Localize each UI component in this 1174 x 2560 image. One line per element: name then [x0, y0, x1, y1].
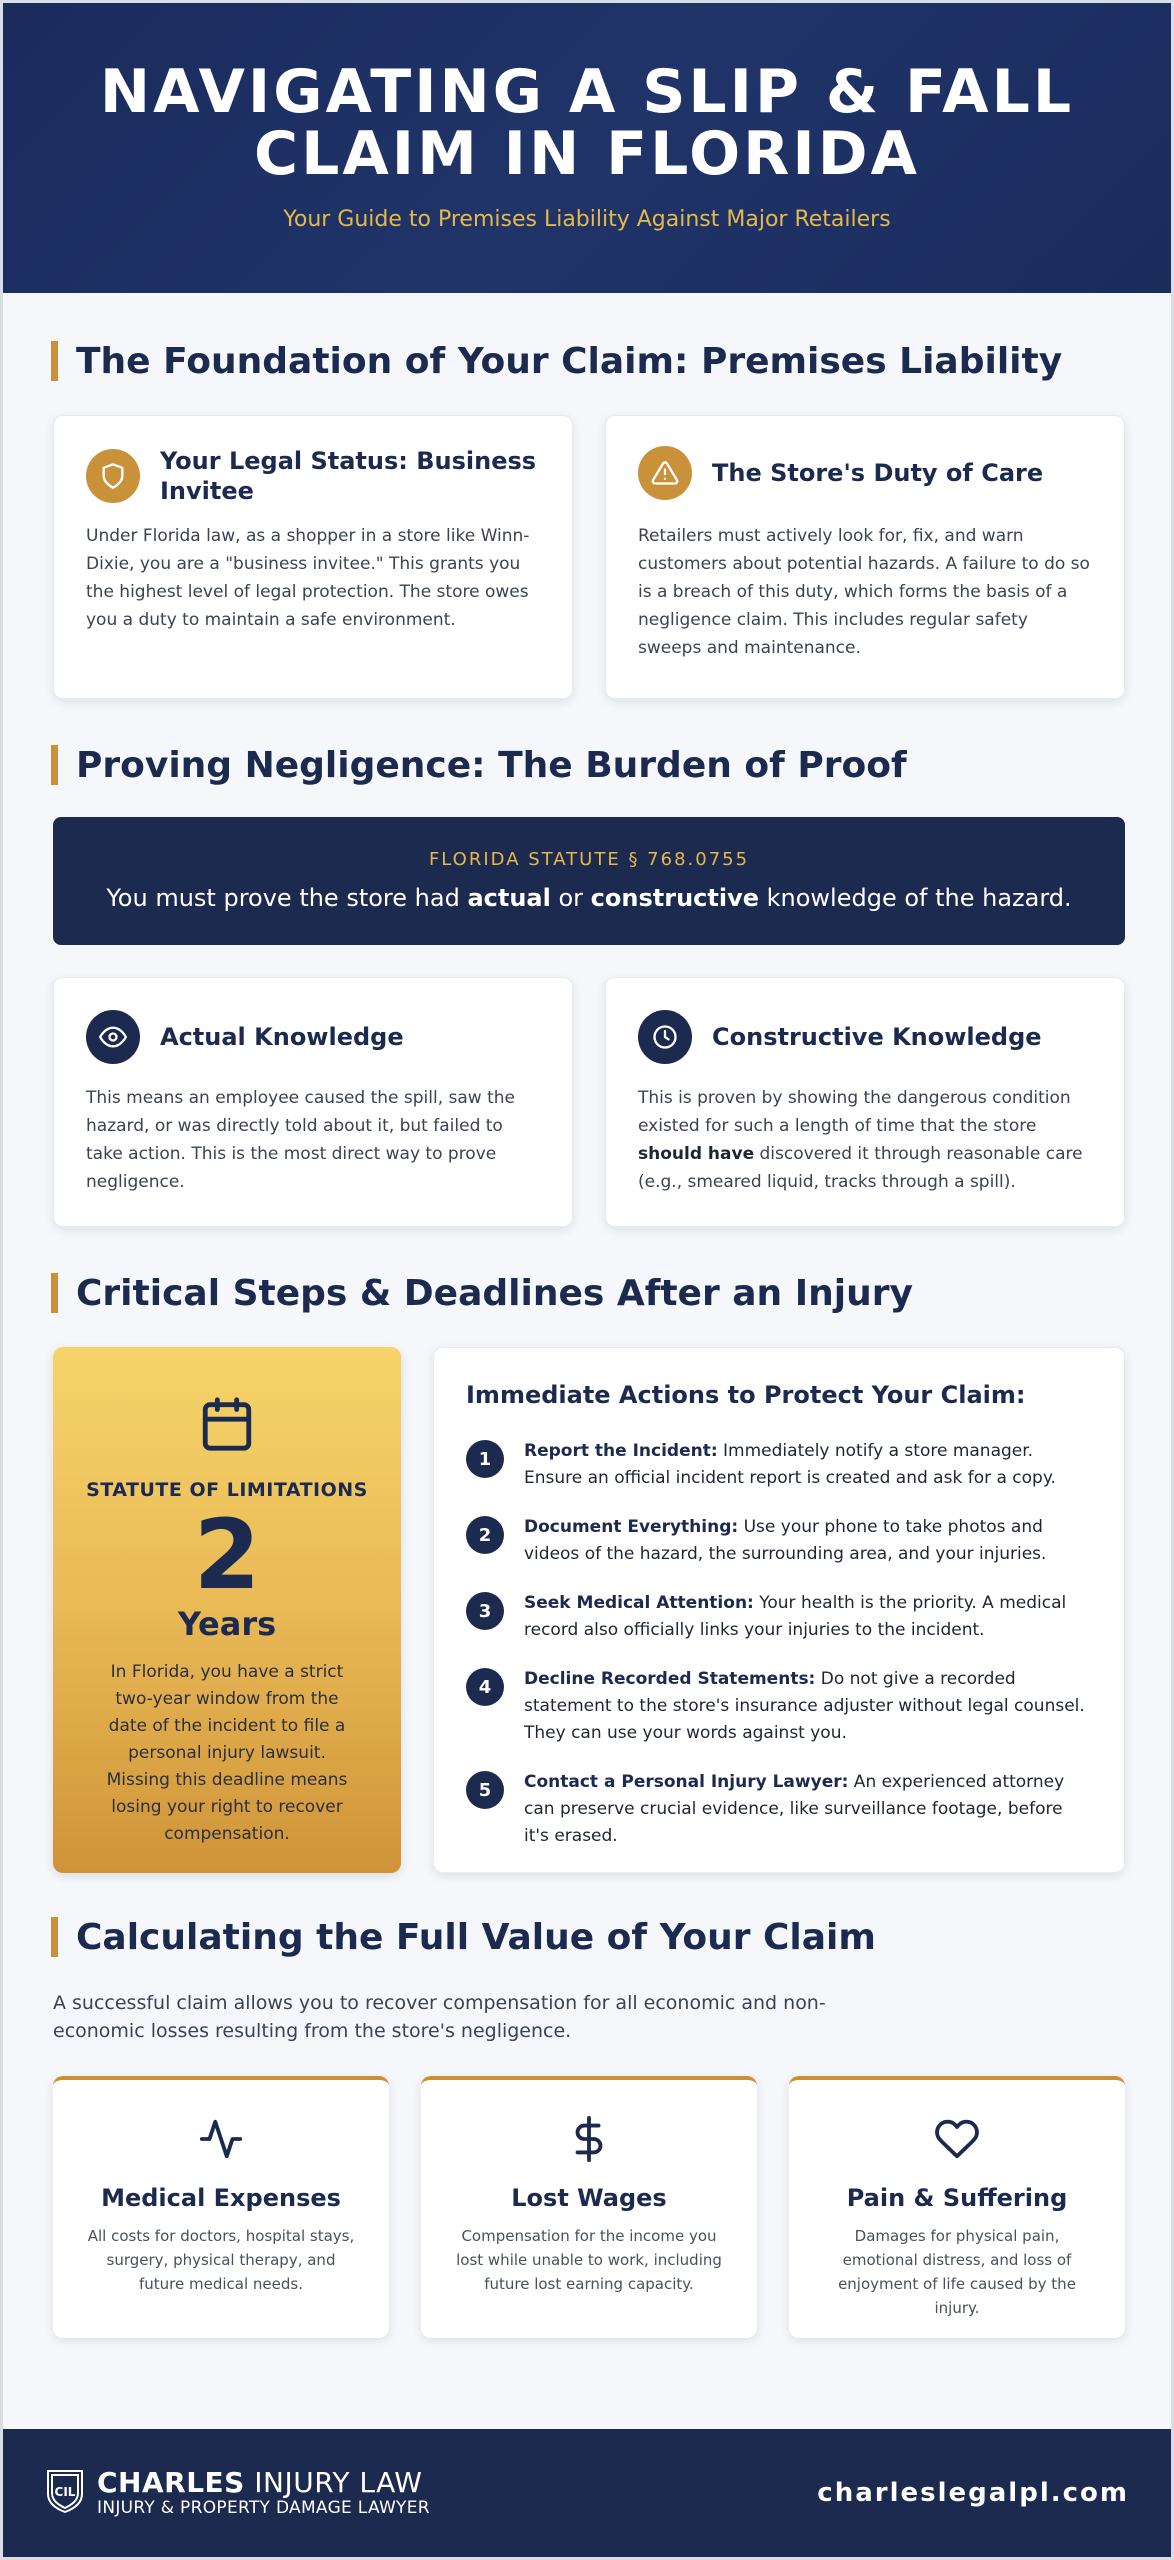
brand-name-rest: INJURY LAW	[244, 2466, 423, 2499]
card-header	[86, 1010, 540, 1064]
section-heading-critical-steps	[51, 1273, 913, 1313]
logo-letters: CIL	[54, 2485, 76, 2499]
clock-icon	[638, 1010, 692, 1064]
step-number-badge: 1	[466, 1440, 504, 1478]
card-body	[638, 1084, 1092, 1196]
statute-text-bold: actual	[467, 884, 551, 912]
sol-number: 2	[193, 1499, 261, 1611]
card-header	[638, 446, 1092, 500]
action-description: Do not give a recorded statement to the store's insurance adjuster without legal counsel. They can use your words against you.	[524, 1669, 1085, 1743]
website-link[interactable]: charleslegalpl.com	[817, 2478, 1129, 2508]
statute-banner	[53, 817, 1125, 945]
action-item	[466, 1666, 1092, 1747]
statute-label: FLORIDA STATUTE § 768.0755	[428, 849, 750, 870]
card-body: Under Florida law, as a shopper in a store like Winn-Dixie, you are a "business invitee." This grants you the highest level of legal protection. The store owes you a duty to maintain a safe environment.	[86, 526, 530, 630]
card-body: Retailers must actively look for, fix, and warn customers about potential hazards. A failure to do so is a breach of this duty, which forms the basis of a negligence claim. This includes regular safety sweeps and maintenance.	[638, 526, 1090, 658]
section-heading-premises-liability	[51, 341, 1062, 381]
card-title: Actual Knowledge	[160, 1023, 404, 1051]
card-body: This means an employee caused the spill, saw the hazard, or was directly told about it, but failed to take action. This is the most direct way to prove negligence.	[86, 1088, 515, 1192]
card-header	[86, 446, 540, 506]
brand-name	[97, 2468, 430, 2498]
section-heading-claim-value	[51, 1917, 876, 1957]
card-title: Pain & Suffering	[846, 2184, 1068, 2212]
brand-name-bold: CHARLES	[97, 2466, 245, 2499]
card-constructive-knowledge	[605, 977, 1125, 1227]
page-subtitle: Your Guide to Premises Liability Against Major Retailers	[283, 207, 891, 232]
statute-text-part: You must prove the store had	[106, 884, 468, 912]
statute-text-bold: constructive	[590, 884, 759, 912]
heading-accent-bar	[51, 1273, 58, 1313]
heading-accent-bar	[51, 341, 58, 381]
sol-unit: Years	[177, 1605, 277, 1643]
card-title: The Store's Duty of Care	[712, 459, 1044, 487]
card-business-invitee	[53, 415, 573, 699]
action-text	[524, 1514, 1092, 1568]
action-description: Use your phone to take photos and videos of the hazard, the surrounding area, and your injuries.	[524, 1517, 1047, 1564]
action-heading: Decline Recorded Statements:	[524, 1669, 816, 1689]
sol-label: STATUTE OF LIMITATIONS	[86, 1479, 368, 1501]
step-number-badge: 5	[466, 1771, 504, 1809]
action-item	[466, 1438, 1092, 1492]
action-heading: Contact a Personal Injury Lawyer:	[524, 1772, 849, 1792]
action-text	[524, 1590, 1092, 1644]
brand-logo	[45, 2468, 430, 2518]
action-text	[524, 1438, 1092, 1492]
statute-text	[53, 884, 1125, 912]
section-title: Proving Negligence: The Burden of Proof	[76, 744, 907, 786]
sol-description: In Florida, you have a strict two-year window from the date of the incident to file a personal injury lawsuit. Missing this deadline means losing your right to recover compensation.	[106, 1662, 348, 1844]
action-item	[466, 1590, 1092, 1644]
statute-text-part: or	[550, 884, 591, 912]
card-duty-of-care	[605, 415, 1125, 699]
card-title: Your Legal Status: Business Invitee	[160, 447, 537, 505]
section-title: The Foundation of Your Claim: Premises Liability	[76, 340, 1063, 382]
activity-icon	[53, 2116, 389, 2166]
step-number-badge: 4	[466, 1668, 504, 1706]
dollar-icon	[421, 2116, 757, 2166]
actions-title: Immediate Actions to Protect Your Claim:	[466, 1381, 1026, 1409]
action-list	[466, 1438, 1092, 1850]
card-pain-suffering	[789, 2076, 1125, 2338]
heart-icon	[789, 2116, 1125, 2166]
card-body-part: This is proven by showing the dangerous condition existed for such a length of time that the store	[638, 1088, 1071, 1136]
action-description: Your health is the priority. A medical record also officially links your injuries to the incident.	[524, 1593, 1067, 1640]
action-heading: Report the Incident:	[524, 1441, 718, 1461]
statute-text-part: knowledge of the hazard.	[759, 884, 1072, 912]
action-item	[466, 1514, 1092, 1568]
action-heading: Seek Medical Attention:	[524, 1593, 754, 1613]
card-medical-expenses	[53, 2076, 389, 2338]
card-body: Damages for physical pain, emotional distress, and loss of enjoyment of life caused by the injury.	[838, 2227, 1076, 2317]
card-body-part: discovered it through reasonable care (e.g., smeared liquid, tracks through a spill).	[638, 1144, 1083, 1192]
claim-value-intro: A successful claim allows you to recover compensation for all economic and non-economic losses resulting from the store's negligence.	[53, 1992, 826, 2042]
card-actual-knowledge	[53, 977, 573, 1227]
eye-icon	[86, 1010, 140, 1064]
statute-of-limitations-card	[53, 1347, 401, 1873]
action-description: An experienced attorney can preserve crucial evidence, like surveillance footage, before it's erased.	[524, 1772, 1065, 1846]
card-body-bold: should have	[638, 1144, 755, 1164]
hero-banner	[3, 3, 1171, 293]
card-header	[638, 1010, 1092, 1064]
card-lost-wages	[421, 2076, 757, 2338]
section-title: Calculating the Full Value of Your Claim	[76, 1916, 876, 1958]
card-body: Compensation for the income you lost while unable to work, including future lost earning capacity.	[456, 2227, 722, 2293]
brand-text	[97, 2468, 430, 2518]
action-text	[524, 1769, 1092, 1850]
action-heading: Document Everything:	[524, 1517, 739, 1537]
card-title: Constructive Knowledge	[712, 1023, 1042, 1051]
step-number-badge: 3	[466, 1592, 504, 1630]
warning-icon	[638, 446, 692, 500]
heading-accent-bar	[51, 745, 58, 785]
section-title: Critical Steps & Deadlines After an Injury	[76, 1272, 913, 1314]
step-number-badge: 2	[466, 1516, 504, 1554]
card-title: Lost Wages	[511, 2184, 667, 2212]
calendar-icon	[53, 1395, 401, 1457]
card-body: All costs for doctors, hospital stays, surgery, physical therapy, and future medical needs.	[87, 2227, 355, 2293]
heading-accent-bar	[51, 1917, 58, 1957]
page-title: NAVIGATING A SLIP & FALL CLAIM IN FLORIDA	[99, 57, 1075, 189]
brand-tagline: INJURY & PROPERTY DAMAGE LAWYER	[97, 2498, 430, 2518]
shield-icon	[86, 449, 140, 503]
action-text	[524, 1666, 1092, 1747]
card-title: Medical Expenses	[101, 2184, 341, 2212]
action-description: Immediately notify a store manager. Ensure an official incident report is created and ask for a copy.	[524, 1441, 1056, 1488]
action-item	[466, 1769, 1092, 1850]
law-firm-logo-icon	[45, 2468, 85, 2518]
section-heading-negligence	[51, 745, 907, 785]
footer	[3, 2429, 1171, 2557]
immediate-actions-card	[433, 1347, 1125, 1873]
